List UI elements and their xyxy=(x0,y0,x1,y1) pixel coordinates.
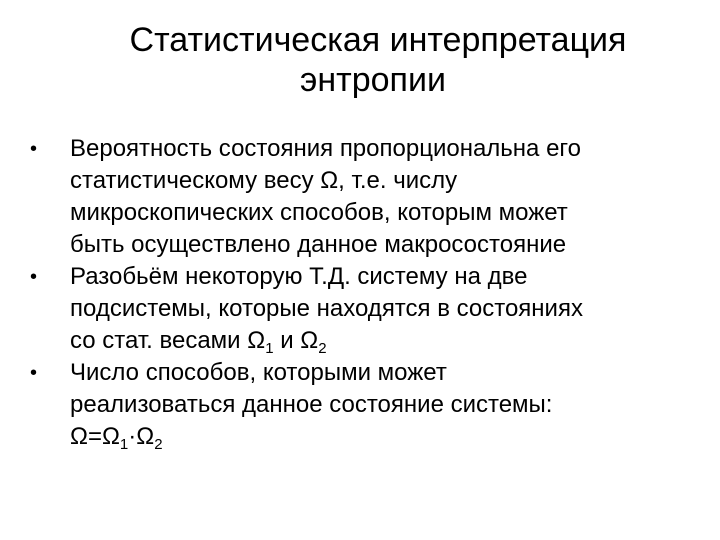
formula-subscript-2: 2 xyxy=(154,436,163,453)
bullet-item-number-of-ways xyxy=(30,357,690,453)
formula-subscript-1: 1 xyxy=(119,436,129,453)
omega-subscript-2: 2 xyxy=(318,340,327,357)
formula-line xyxy=(70,421,690,453)
bullet-icon: • xyxy=(30,362,38,384)
bullet-text-line-weights xyxy=(70,325,690,357)
bullet-icon: • xyxy=(30,266,38,288)
bullet-list xyxy=(30,133,690,453)
formula-lhs: Ω=Ω xyxy=(70,423,120,450)
slide-title xyxy=(40,20,696,100)
bullet-icon: • xyxy=(30,138,38,160)
bullet-text-line: Число способов, которыми может xyxy=(70,359,447,386)
bullet-item-probability xyxy=(30,133,690,261)
bullet-text-line: реализоваться данное состояние системы: xyxy=(70,391,553,418)
title-line-1: Статистическая интерпретация xyxy=(129,21,627,59)
bullet-text-line: быть осуществлено данное макросостояние xyxy=(70,231,567,258)
bullet-text-line: статистическому весу Ω, т.е. числу xyxy=(70,167,458,194)
title-line-2: энтропии xyxy=(300,61,446,99)
formula-dot-omega: ·Ω xyxy=(128,423,155,450)
bullet-text-line: микроскопических способов, которым может xyxy=(70,199,568,226)
bullet-text-line: Разобьём некоторую Т.Д. систему на две xyxy=(70,263,528,290)
bullet-text-line: подсистемы, которые находятся в состояниях xyxy=(70,295,583,322)
bullet-item-subsystems xyxy=(30,261,690,357)
bullet-text-line: Вероятность состояния пропорциональна его xyxy=(70,135,581,162)
weights-text: со стат. весами Ω xyxy=(70,327,266,354)
omega-subscript-1: 1 xyxy=(265,340,274,357)
weights-mid-text: и Ω xyxy=(273,327,319,354)
